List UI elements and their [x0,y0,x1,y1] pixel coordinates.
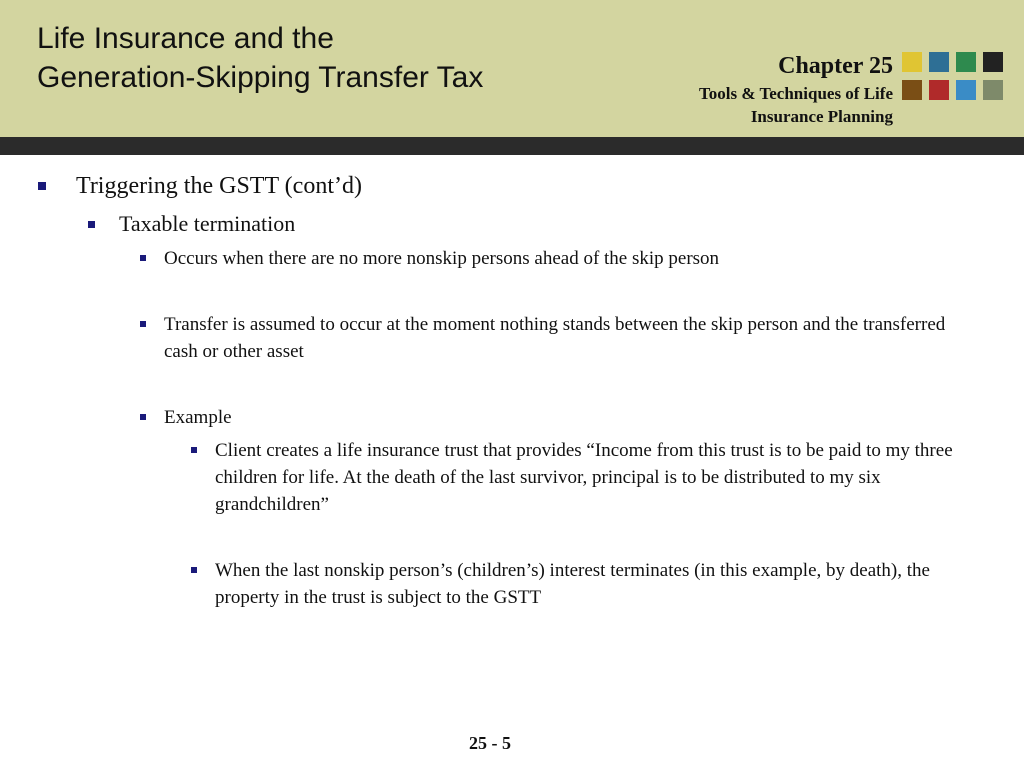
color-square [983,52,1003,72]
chapter-subtitle-line-1: Tools & Techniques of Life [699,84,893,103]
chapter-label: Chapter 25 [778,53,893,79]
color-square [902,80,922,100]
square-bullet-icon [38,182,46,190]
color-squares [902,52,1006,104]
color-square [956,52,976,72]
bullet-text: Occurs when there are no more nonskip persons ahead of the skip person [164,248,720,269]
bullet-text: Triggering the GSTT (cont’d) [76,173,362,199]
bullet-text: Taxable termination [119,211,296,236]
bullet-text: When the last nonskip person’s (children’s) interest terminates (in this example, by death), the property in the trust is subject to the GSTT [215,560,930,608]
title-line-2: Generation-Skipping Transfer Tax [37,61,484,94]
square-bullet-icon [88,221,95,228]
square-bullet-icon [140,255,146,261]
square-bullet-icon [191,447,197,453]
bullet-text: Client creates a life insurance trust that provides “Income from this trust is to be paid to my three children for life. At the death of the last survivor, principal is to be distributed to my six grandchildren” [215,440,953,515]
chapter-block [699,50,893,128]
page-number: 25 - 5 [469,733,511,753]
color-square [983,80,1003,100]
square-bullet-icon [191,567,197,573]
color-square [956,80,976,100]
color-square [929,52,949,72]
bullet-text: Example [164,407,232,428]
title-line-1: Life Insurance and the [37,22,334,55]
square-bullet-icon [140,414,146,420]
square-bullet-icon [140,321,146,327]
slide-title [37,19,483,97]
chapter-subtitle-line-2: Insurance Planning [750,107,893,126]
bullet-text: Transfer is assumed to occur at the moment nothing stands between the skip person and the transferred cash or other asset [164,314,946,362]
slide-header [0,0,1024,137]
color-square [929,80,949,100]
header-divider-bar [0,137,1024,155]
color-square [902,52,922,72]
